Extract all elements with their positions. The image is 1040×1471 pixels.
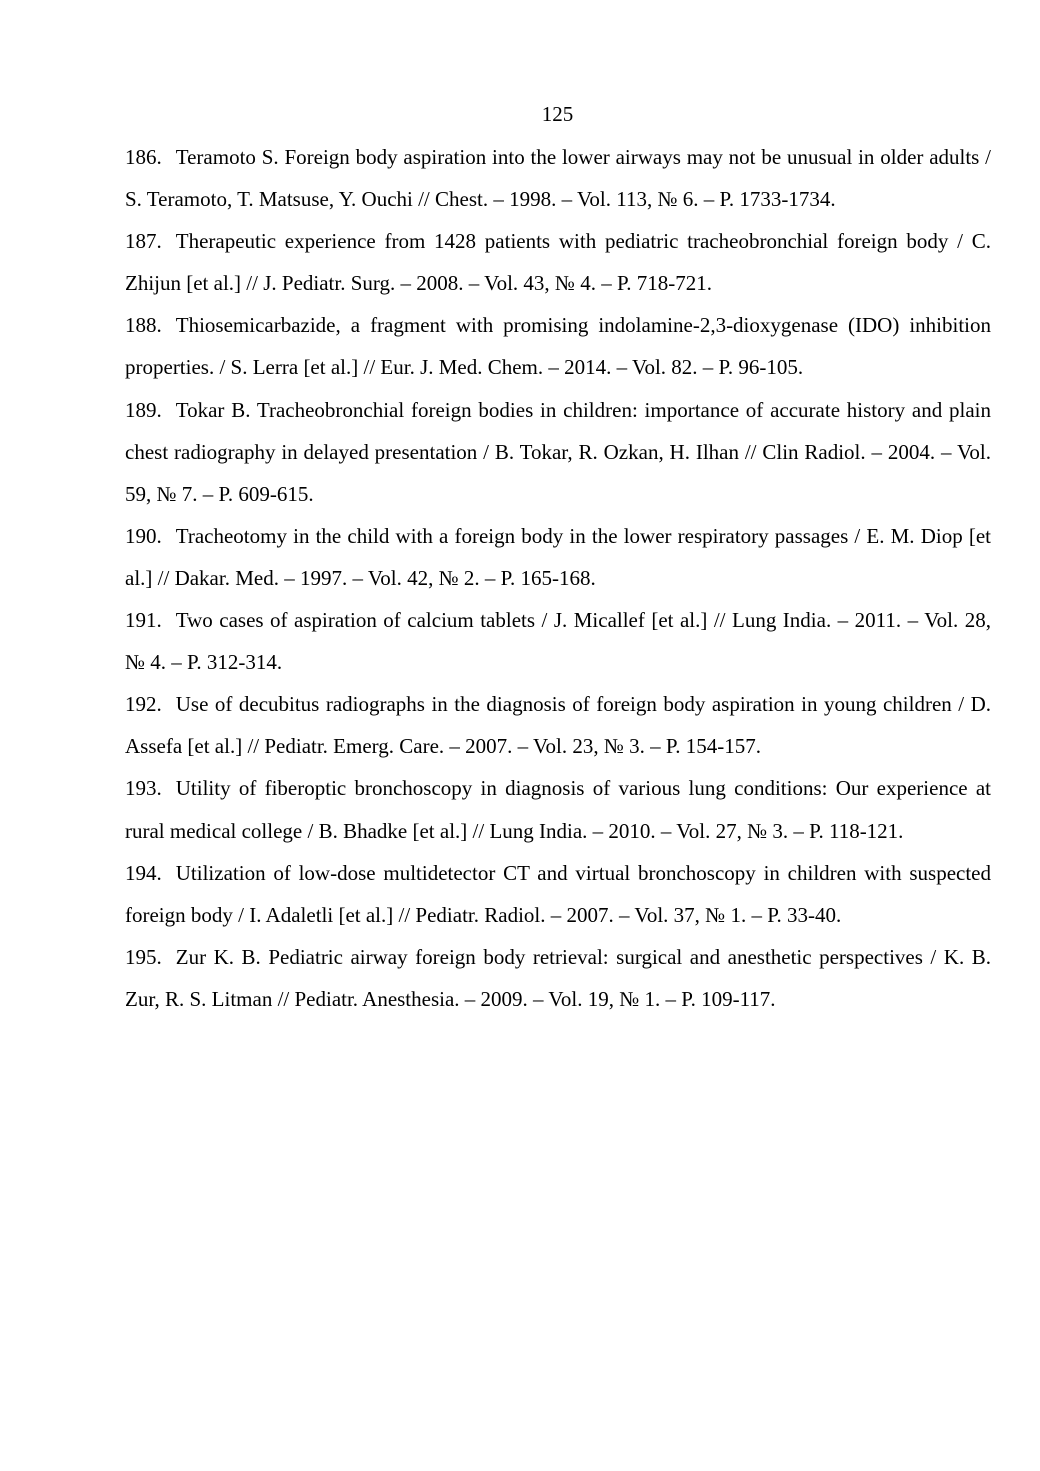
reference-text: Utility of fiberoptic bronchoscopy in diagnosis of various lung conditions: Our experience at rural medical college / B. Bhadke [et al.] // Lung India. – 2010. – Vol. 27, № 3. – P. 118-121. [125, 776, 991, 843]
reference-text: Tracheotomy in the child with a foreign body in the lower respiratory passages / E. M. Diop [et al.] // Dakar. Med. – 1997. – Vol. 42, № 2. – P. 165-168. [125, 523, 991, 590]
reference-item [125, 767, 991, 851]
reference-item [125, 515, 991, 599]
reference-number: 191. [125, 608, 162, 633]
reference-item [125, 683, 991, 767]
reference-text: Use of decubitus radiographs in the diagnosis of foreign body aspiration in young children / D. Assefa [et al.] // Pediatr. Emerg. Care. – 2007. – Vol. 23, № 3. – P. 154-157. [125, 692, 991, 759]
reference-item [125, 136, 991, 220]
reference-text: Two cases of aspiration of calcium tablets / J. Micallef [et al.] // Lung India. – 2011. – Vol. 28, № 4. – P. 312-314. [125, 608, 991, 675]
reference-text: Utilization of low-dose multidetector CT and virtual bronchoscopy in children with suspected foreign body / I. Adaletli [et al.] // Pediatr. Radiol. – 2007. – Vol. 37, № 1. – P. 33-40. [125, 860, 991, 927]
reference-number: 188. [125, 313, 162, 338]
reference-number: 192. [125, 692, 162, 717]
reference-list [125, 136, 991, 1020]
reference-item [125, 220, 991, 304]
reference-number: 195. [125, 944, 162, 969]
reference-item [125, 304, 991, 388]
reference-text: Tokar B. Tracheobronchial foreign bodies in children: importance of accurate history and plain chest radiography in delayed presentation / B. Tokar, R. Ozkan, H. Ilhan // Clin Radiol. – 2004. – Vol. 59, № 7. – P. 609-615. [125, 397, 991, 506]
reference-number: 189. [125, 397, 162, 422]
reference-text: Zur K. B. Pediatric airway foreign body retrieval: surgical and anesthetic perspectives / K. B. Zur, R. S. Litman // Pediatr. Anesthesia. – 2009. – Vol. 19, № 1. – P. 109-117. [125, 944, 991, 1011]
reference-number: 193. [125, 776, 162, 801]
page-number: 125 [541, 102, 574, 126]
reference-item [125, 936, 991, 1020]
reference-number: 190. [125, 523, 162, 548]
reference-text: Thiosemicarbazide, a fragment with promising indolamine-2,3-dioxygenase (IDO) inhibition properties. / S. Lerra [et al.] // Eur. J. Med. Chem. – 2014. – Vol. 82. – P. 96-105. [125, 313, 991, 380]
reference-text: Teramoto S. Foreign body aspiration into the lower airways may not be unusual in older adults / S. Teramoto, T. Matsuse, Y. Ouchi // Chest. – 1998. – Vol. 113, № 6. – P. 1733-1734. [125, 145, 991, 212]
reference-number: 194. [125, 860, 162, 885]
reference-number: 187. [125, 229, 162, 254]
reference-item [125, 599, 991, 683]
reference-number: 186. [125, 145, 162, 169]
reference-item [125, 852, 991, 936]
reference-item [125, 389, 991, 515]
reference-text: Therapeutic experience from 1428 patients with pediatric tracheobronchial foreign body / C. Zhijun [et al.] // J. Pediatr. Surg. – 2008. – Vol. 43, № 4. – P. 718-721. [125, 229, 991, 296]
